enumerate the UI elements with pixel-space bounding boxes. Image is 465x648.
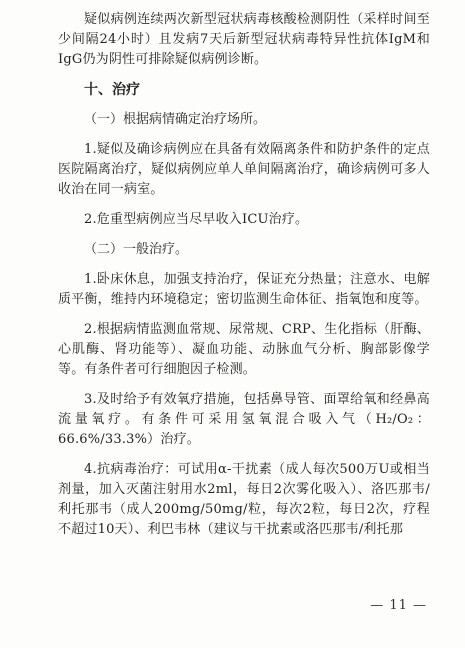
document-body <box>58 10 430 550</box>
paragraph-icu: 2.危重型病例应当尽早收入ICU治疗。 <box>84 212 309 227</box>
paragraph-isolation: 1.疑似及确诊病例应在具备有效隔离条件和防护条件的定点医院隔离治疗，疑似病例应单人单间隔离治疗，确诊病例可多人收治在同一病室。 <box>58 142 430 197</box>
paragraph-antiviral: 4.抗病毒治疗：可试用α-干扰素（成人每次500万U或相当剂量，加入灭菌注射用水2ml，每日2次雾化吸入）、洛匹那韦/利托那韦（成人200mg/50mg/粒，每次2粒，每日2次，疗程不超过10天）、利巴韦林（建议与干扰素或洛匹那韦/利托那 <box>58 462 430 537</box>
subsection-title-treatment-site: （一）根据病情确定治疗场所。 <box>84 112 267 127</box>
page-number: — 11 — <box>370 598 427 613</box>
paragraph-oxygen-therapy: 3.及时给予有效氧疗措施，包括鼻导管、面罩给氧和经鼻高流量氧疗。有条件可采用氢氧混合吸入气（H₂/O₂：66.6%/33.3%）治疗。 <box>58 392 430 447</box>
subsection-title-general-treatment: （二）一般治疗。 <box>84 242 189 257</box>
paragraph-exclusion-criteria: 疑似病例连续两次新型冠状病毒核酸检测阴性（采样时间至少间隔24小时）且发病7天后新型冠状病毒特异性抗体IgM和IgG仍为阴性可排除疑似病例诊断。 <box>58 12 430 67</box>
section-title-treatment: 十、治疗 <box>84 82 140 98</box>
paragraph-bed-rest: 1.卧床休息，加强支持治疗，保证充分热量；注意水、电解质平衡，维持内环境稳定；密切监测生命体征、指氧饱和度等。 <box>58 272 430 307</box>
paragraph-monitoring: 2.根据病情监测血常规、尿常规、CRP、生化指标（肝酶、心肌酶、肾功能等）、凝血功能、动脉血气分析、胸部影像学等。有条件者可行细胞因子检测。 <box>58 322 430 377</box>
